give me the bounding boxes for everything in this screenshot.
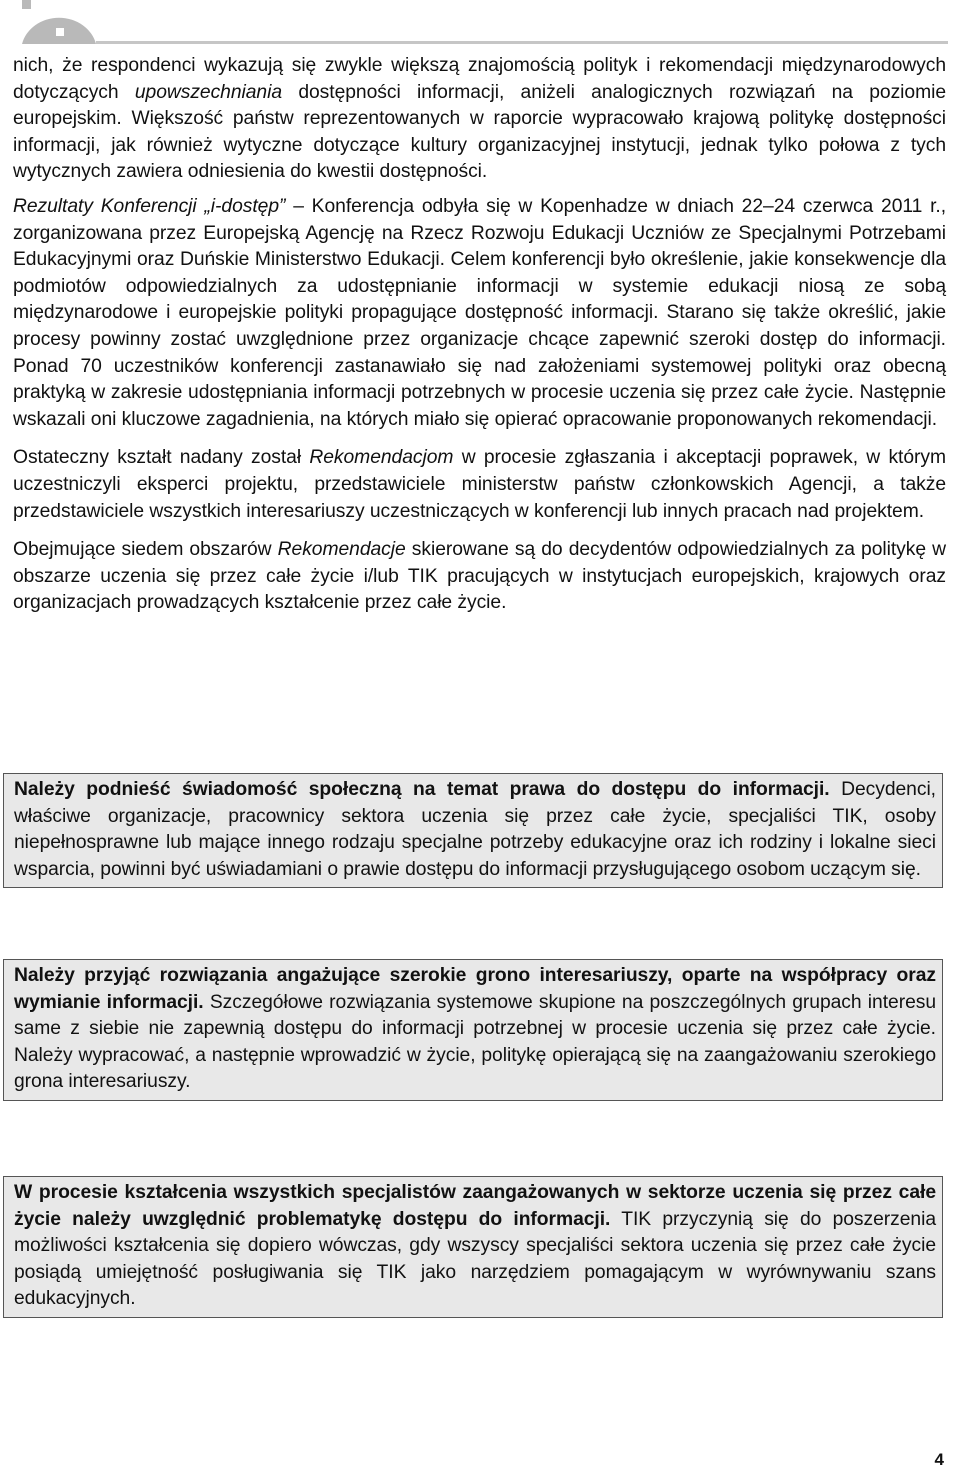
paragraph-conference-results: Rezultaty Konferencji „i-dostęp” – Konferencja odbyła się w Kopenhadze w dniach 22–24 czerwca 2011 r., zorganizowana przez Europejską Agencję na Rzecz Rozwoju Edukacji Uczniów ze Specjalnymi Potrzebami Edukacyjnymi oraz Duńskie Ministerstwo Edukacji. Celem konferencji było określenie, jakie konsekwencje dla podmiotów odpowiedzialnych za udostępnianie informacji w systemie edukacji niosą ze sobą międzynarodowe i europejskie polityki propagujące dostępność informacji. Starano się także określić, jakie procesy powinny zostać uwzględnione przez organizacje chcące zapewnić szeroki dostęp do informacji. Ponad 70 uczestników konferencji zastanawiało się nad założeniami systemowej polityki oraz obecną praktyką w zakresie udostępniania informacji potrzebnych w procesie uczenia się przez całe życie. Następnie wskazali oni kluczowe zagadnienia, na których miało się opierać opracowanie proponowanych rekomendacji.: [13, 195, 946, 430]
page-number: 4: [934, 1450, 944, 1469]
recommendation-text: Decydenci, właściwe organizacje, pracownicy sektora uczenia się przez całe życie, specjaliści TIK, osoby niepełnosprawne lub mające innego rodzaju specjalne potrzeby edukacyjne oraz ich rodziny i lokalne sieci wsparcia, powinni być uświadamiani o prawie dostępu do informacji przysługującego osobom uczącym się.: [14, 779, 936, 880]
header-rule: [96, 41, 948, 44]
paragraph-respondents: nich, że respondenci wykazują się zwykle większą znajomością polityk i rekomendacji międzynarodowych dotyczących upowszechniania dostępności informacji, aniżeli analogicznych rozwiązań na poziomie europejskim. Większość państw reprezentowanych w raporcie wypracowało krajową politykę dostępności informacji, jak również wytyczne dotyczące kultury organizacyjnej instytucji, jednak tylko połowa z tych wytycznych zawiera odniesienia do kwestii dostępności.: [13, 55, 947, 183]
recommendation-text: Szczegółowe rozwiązania systemowe skupione na poszczególnych grupach interesu same z siebie nie zapewnią dostępu do informacji potrzebnej w procesie uczenia się przez całe życie. Należy wypracować, a następnie wprowadzić w życie, politykę opierającą się na zaangażowaniu szerokiego grona interesariuszy.: [14, 991, 937, 1093]
recommendation-box-training: [3, 1176, 943, 1318]
recommendation-title: W procesie kształcenia wszystkich specjalistów zaangażowanych w sektorze uczenia się przez całe życie należy uwzględnić problematykę dostępu do informacji.: [14, 1182, 936, 1230]
recommendation-box-awareness: [3, 773, 943, 888]
recommendation-text: TIK przyczynią się do poszerzenia możliwości kształcenia się dopiero wówczas, gdy wszyscy specjaliści sektora uczenia się przez całe życie posiądą umiejętność posługiwania się TIK jako narzędziem pomagającym w wyrównywaniu szans edukacyjnych.: [14, 1208, 936, 1310]
recommendation-box-cooperation: [3, 959, 943, 1101]
paragraph-seven-areas: Obejmujące siedem obszarów Rekomendacje skierowane są do decydentów odpowiedzialnych za politykę w obszarze uczenia się przez całe życie i/lub TIK pracujących w instytucjach europejskich, krajowych oraz organizacjach prowadzących kształcenie przez całe życie.: [13, 539, 946, 614]
recommendation-title: Należy przyjąć rozwiązania angażujące szerokie grono interesariuszy, oparte na współpracy oraz wymianie informacji.: [14, 965, 936, 1013]
paragraph-final-shape: Ostateczny kształt nadany został Rekomendacjom w procesie zgłaszania i akceptacji poprawek, w którym uczestniczyli eksperci projektu, przedstawiciele ministerstw państw członkowskich Agencji, a także przedstawiciele wszystkich interesariuszy uczestniczących w konferencji lub innych pracach nad projektem.: [13, 447, 946, 522]
recommendation-title: Należy podnieść świadomość społeczną na temat prawa do dostępu do informacji.: [14, 779, 830, 800]
agency-logo-icon: [0, 0, 120, 44]
document-body: [13, 53, 946, 617]
